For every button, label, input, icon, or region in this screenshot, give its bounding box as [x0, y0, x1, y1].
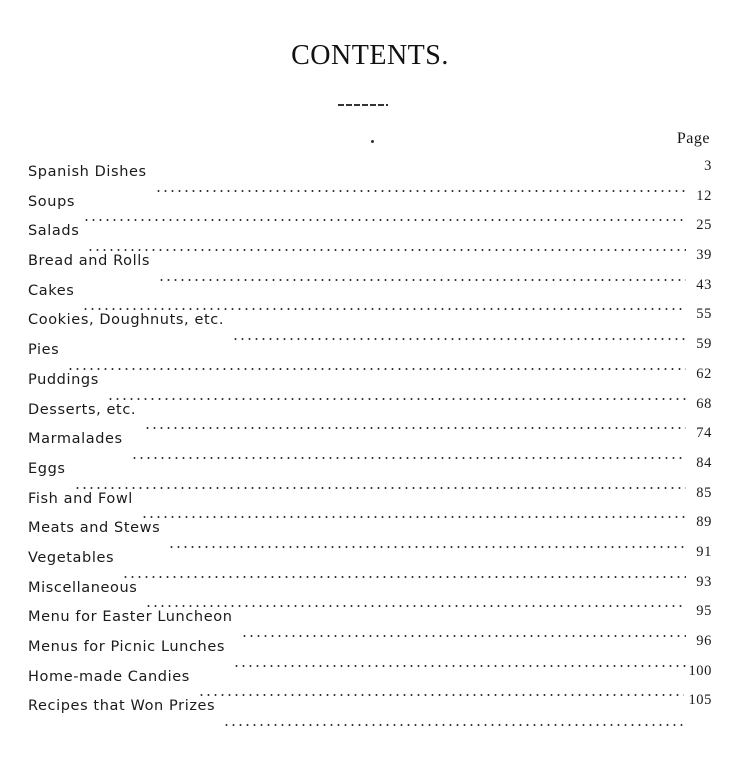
dot-leader [74, 487, 686, 489]
toc-entry[interactable] [28, 662, 712, 699]
toc-entry-label: Cakes [28, 282, 75, 299]
toc-entry-label: Home-made Candies [28, 668, 190, 685]
toc-entry[interactable] [28, 603, 712, 639]
toc-entry-label: Pies [28, 342, 60, 359]
dot-leader [131, 457, 686, 459]
dot-leader [168, 546, 686, 548]
toc-entry-label: Cookies, Doughnuts, etc. [28, 312, 225, 329]
dot-leader [145, 605, 686, 607]
toc-entry-label: Spanish Dishes [28, 164, 147, 180]
toc-entry-page-number: 43 [696, 276, 712, 293]
toc-entry-label: Recipes that Won Prizes [28, 698, 216, 715]
dot-leader [232, 338, 686, 340]
toc-entry-page-number: 93 [696, 573, 712, 590]
toc-entry-page-number: 12 [696, 187, 712, 204]
toc-entry-page-number: 85 [696, 484, 712, 501]
toc-entry[interactable] [28, 395, 712, 432]
toc-entry[interactable] [28, 692, 712, 728]
toc-entry[interactable] [28, 454, 712, 491]
toc-entry-label: Meats and Stews [28, 520, 161, 537]
toc-entry-page-number: 39 [696, 247, 712, 264]
toc-entry-page-number: 91 [696, 543, 712, 560]
toc-entry-page-number: 3 [704, 158, 712, 174]
toc-entry-page-number: 84 [696, 454, 712, 471]
toc-entry-page-number: 105 [688, 692, 712, 709]
toc-entry-label: Marmalades [28, 431, 123, 448]
toc-entry-label: Fish and Fowl [28, 490, 133, 507]
toc-entry[interactable] [28, 217, 712, 253]
dot-leader [82, 308, 686, 310]
toc-entry-label: Soups [28, 193, 76, 210]
toc-entry-page-number: 62 [696, 365, 712, 382]
toc-entry[interactable] [28, 158, 712, 194]
dot-leader [83, 219, 686, 221]
toc-entry[interactable] [28, 306, 712, 342]
toc-entry-page-number: 55 [696, 306, 712, 323]
dot-leader [158, 279, 686, 281]
toc-entry-page-number: 100 [688, 662, 712, 679]
page-title: CONTENTS. [291, 40, 449, 71]
dot-leader [223, 724, 684, 726]
toc-entry-page-number: 59 [696, 336, 712, 353]
toc-entry[interactable] [28, 633, 712, 669]
toc-entry-label: Salads [28, 223, 80, 240]
dot-leader [198, 694, 685, 696]
toc-entry-page-number: 96 [696, 633, 712, 649]
table-of-contents [28, 158, 712, 728]
dot-leader [233, 665, 686, 667]
toc-entry[interactable] [28, 425, 712, 461]
toc-entry-page-number: 68 [696, 395, 712, 412]
toc-entry-page-number: 74 [696, 425, 712, 442]
toc-entry-label: Puddings [28, 371, 99, 388]
dot-leader [241, 635, 687, 637]
toc-entry-label: Bread and Rolls [28, 253, 151, 270]
dot-leader [155, 190, 686, 192]
dot-leader [67, 368, 686, 370]
ink-speck [371, 140, 374, 143]
dot-leader [87, 249, 686, 251]
toc-entry-label: Menus for Picnic Lunches [28, 639, 225, 655]
toc-entry-page-number: 95 [696, 603, 712, 620]
toc-entry[interactable] [28, 484, 712, 521]
toc-entry-label: Miscellaneous [28, 579, 138, 596]
toc-entry-label: Eggs [28, 460, 66, 477]
dot-leader [107, 398, 686, 400]
toc-entry-label: Menu for Easter Luncheon [28, 609, 233, 626]
page-column-heading: Page [676, 130, 710, 147]
toc-entry-page-number: 25 [696, 217, 712, 234]
dot-leader [144, 427, 686, 429]
toc-entry[interactable] [28, 573, 712, 610]
toc-entry-label: Desserts, etc. [28, 401, 137, 418]
toc-entry[interactable] [28, 365, 712, 402]
toc-entry[interactable] [28, 276, 712, 313]
toc-entry-page-number: 89 [696, 514, 712, 531]
toc-entry-label: Vegetables [28, 549, 115, 566]
toc-entry[interactable] [28, 514, 712, 550]
toc-entry[interactable] [28, 187, 712, 224]
toc-entry[interactable] [28, 247, 712, 283]
dot-leader [122, 576, 686, 578]
toc-entry[interactable] [28, 336, 712, 372]
toc-entry[interactable] [28, 543, 712, 580]
dot-leader [141, 516, 686, 518]
title-ornament [338, 104, 388, 106]
